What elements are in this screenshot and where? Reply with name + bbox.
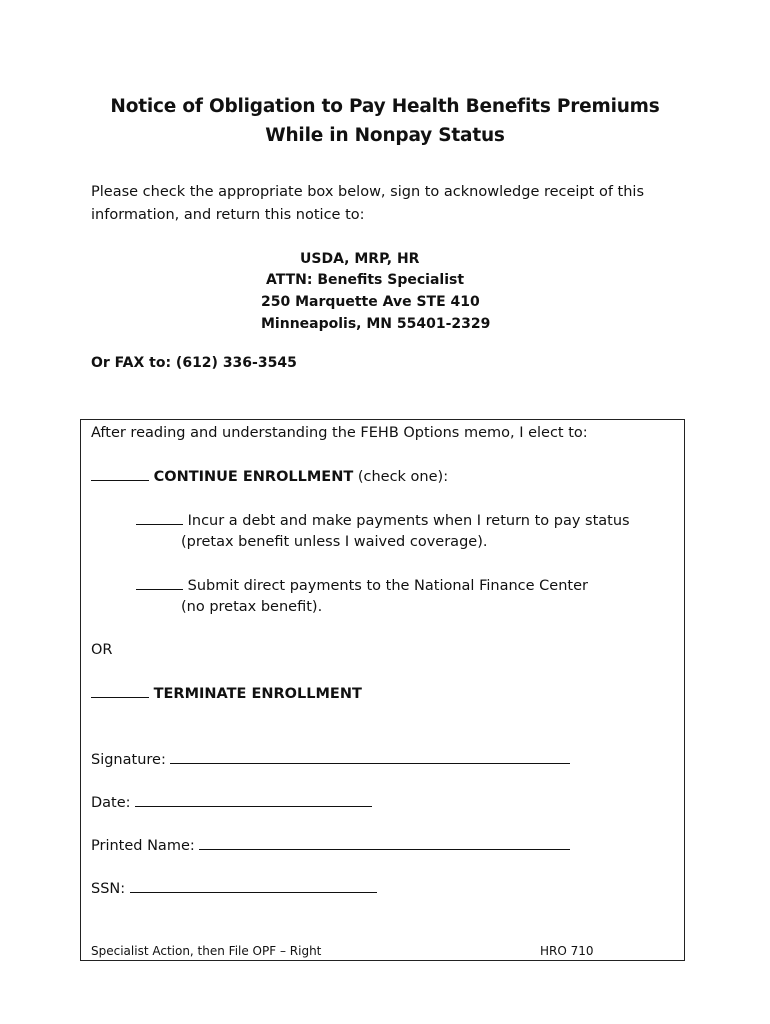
address-line-4: Minneapolis, MN 55401-2329 [261, 316, 491, 332]
continue-enrollment-label: CONTINUE ENROLLMENT [153, 469, 354, 485]
option-debt-label: Incur a debt and make payments when I return to pay status [187, 513, 630, 529]
option-debt-note: (pretax benefit unless I waived coverage). [181, 534, 488, 550]
instructions-text: Please check the appropriate box below, sign to acknowledge receipt of this information, and return this notice to: [91, 184, 644, 223]
printed-name-label: Printed Name: [91, 838, 195, 854]
form-lead-text: After reading and understanding the FEHB Options memo, I elect to: [91, 425, 588, 441]
fax-number: Or FAX to: (612) 336-3545 [91, 355, 297, 371]
address-line-3: 250 Marquette Ave STE 410 [261, 294, 480, 310]
date-field[interactable] [135, 793, 372, 807]
form-number: HRO 710 [540, 944, 594, 958]
printed-name-field[interactable] [199, 836, 570, 850]
terminate-enrollment-row [91, 684, 362, 702]
ssn-row [91, 879, 377, 897]
signature-field[interactable] [170, 750, 570, 764]
option-debt-checkbox[interactable] [136, 511, 183, 525]
signature-row [91, 750, 570, 768]
footer-left-text: Specialist Action, then File OPF – Right [91, 944, 322, 958]
continue-enrollment-note: (check one): [353, 469, 449, 485]
option-direct-payment-note: (no pretax benefit). [181, 599, 323, 615]
address-line-2: ATTN: Benefits Specialist [266, 272, 465, 288]
terminate-enrollment-checkbox[interactable] [91, 684, 149, 698]
ssn-field[interactable] [130, 879, 377, 893]
printed-name-row [91, 836, 570, 854]
document-title-line-1: Notice of Obligation to Pay Health Benefits Premiums [110, 96, 660, 117]
date-row [91, 793, 372, 811]
option-direct-payment-row [136, 576, 588, 594]
signature-label: Signature: [91, 752, 166, 768]
continue-enrollment-row [91, 467, 448, 485]
address-line-1: USDA, MRP, HR [300, 251, 420, 267]
ssn-label: SSN: [91, 881, 126, 897]
option-direct-payment-label: Submit direct payments to the National Finance Center [187, 578, 588, 594]
election-form-box [80, 419, 685, 961]
option-direct-payment-checkbox[interactable] [136, 576, 183, 590]
continue-enrollment-checkbox[interactable] [91, 467, 149, 481]
document-title-line-2: While in Nonpay Status [265, 125, 505, 146]
or-separator: OR [91, 642, 113, 658]
date-label: Date: [91, 795, 131, 811]
terminate-enrollment-label: TERMINATE ENROLLMENT [153, 686, 362, 702]
option-debt-row [136, 511, 630, 529]
